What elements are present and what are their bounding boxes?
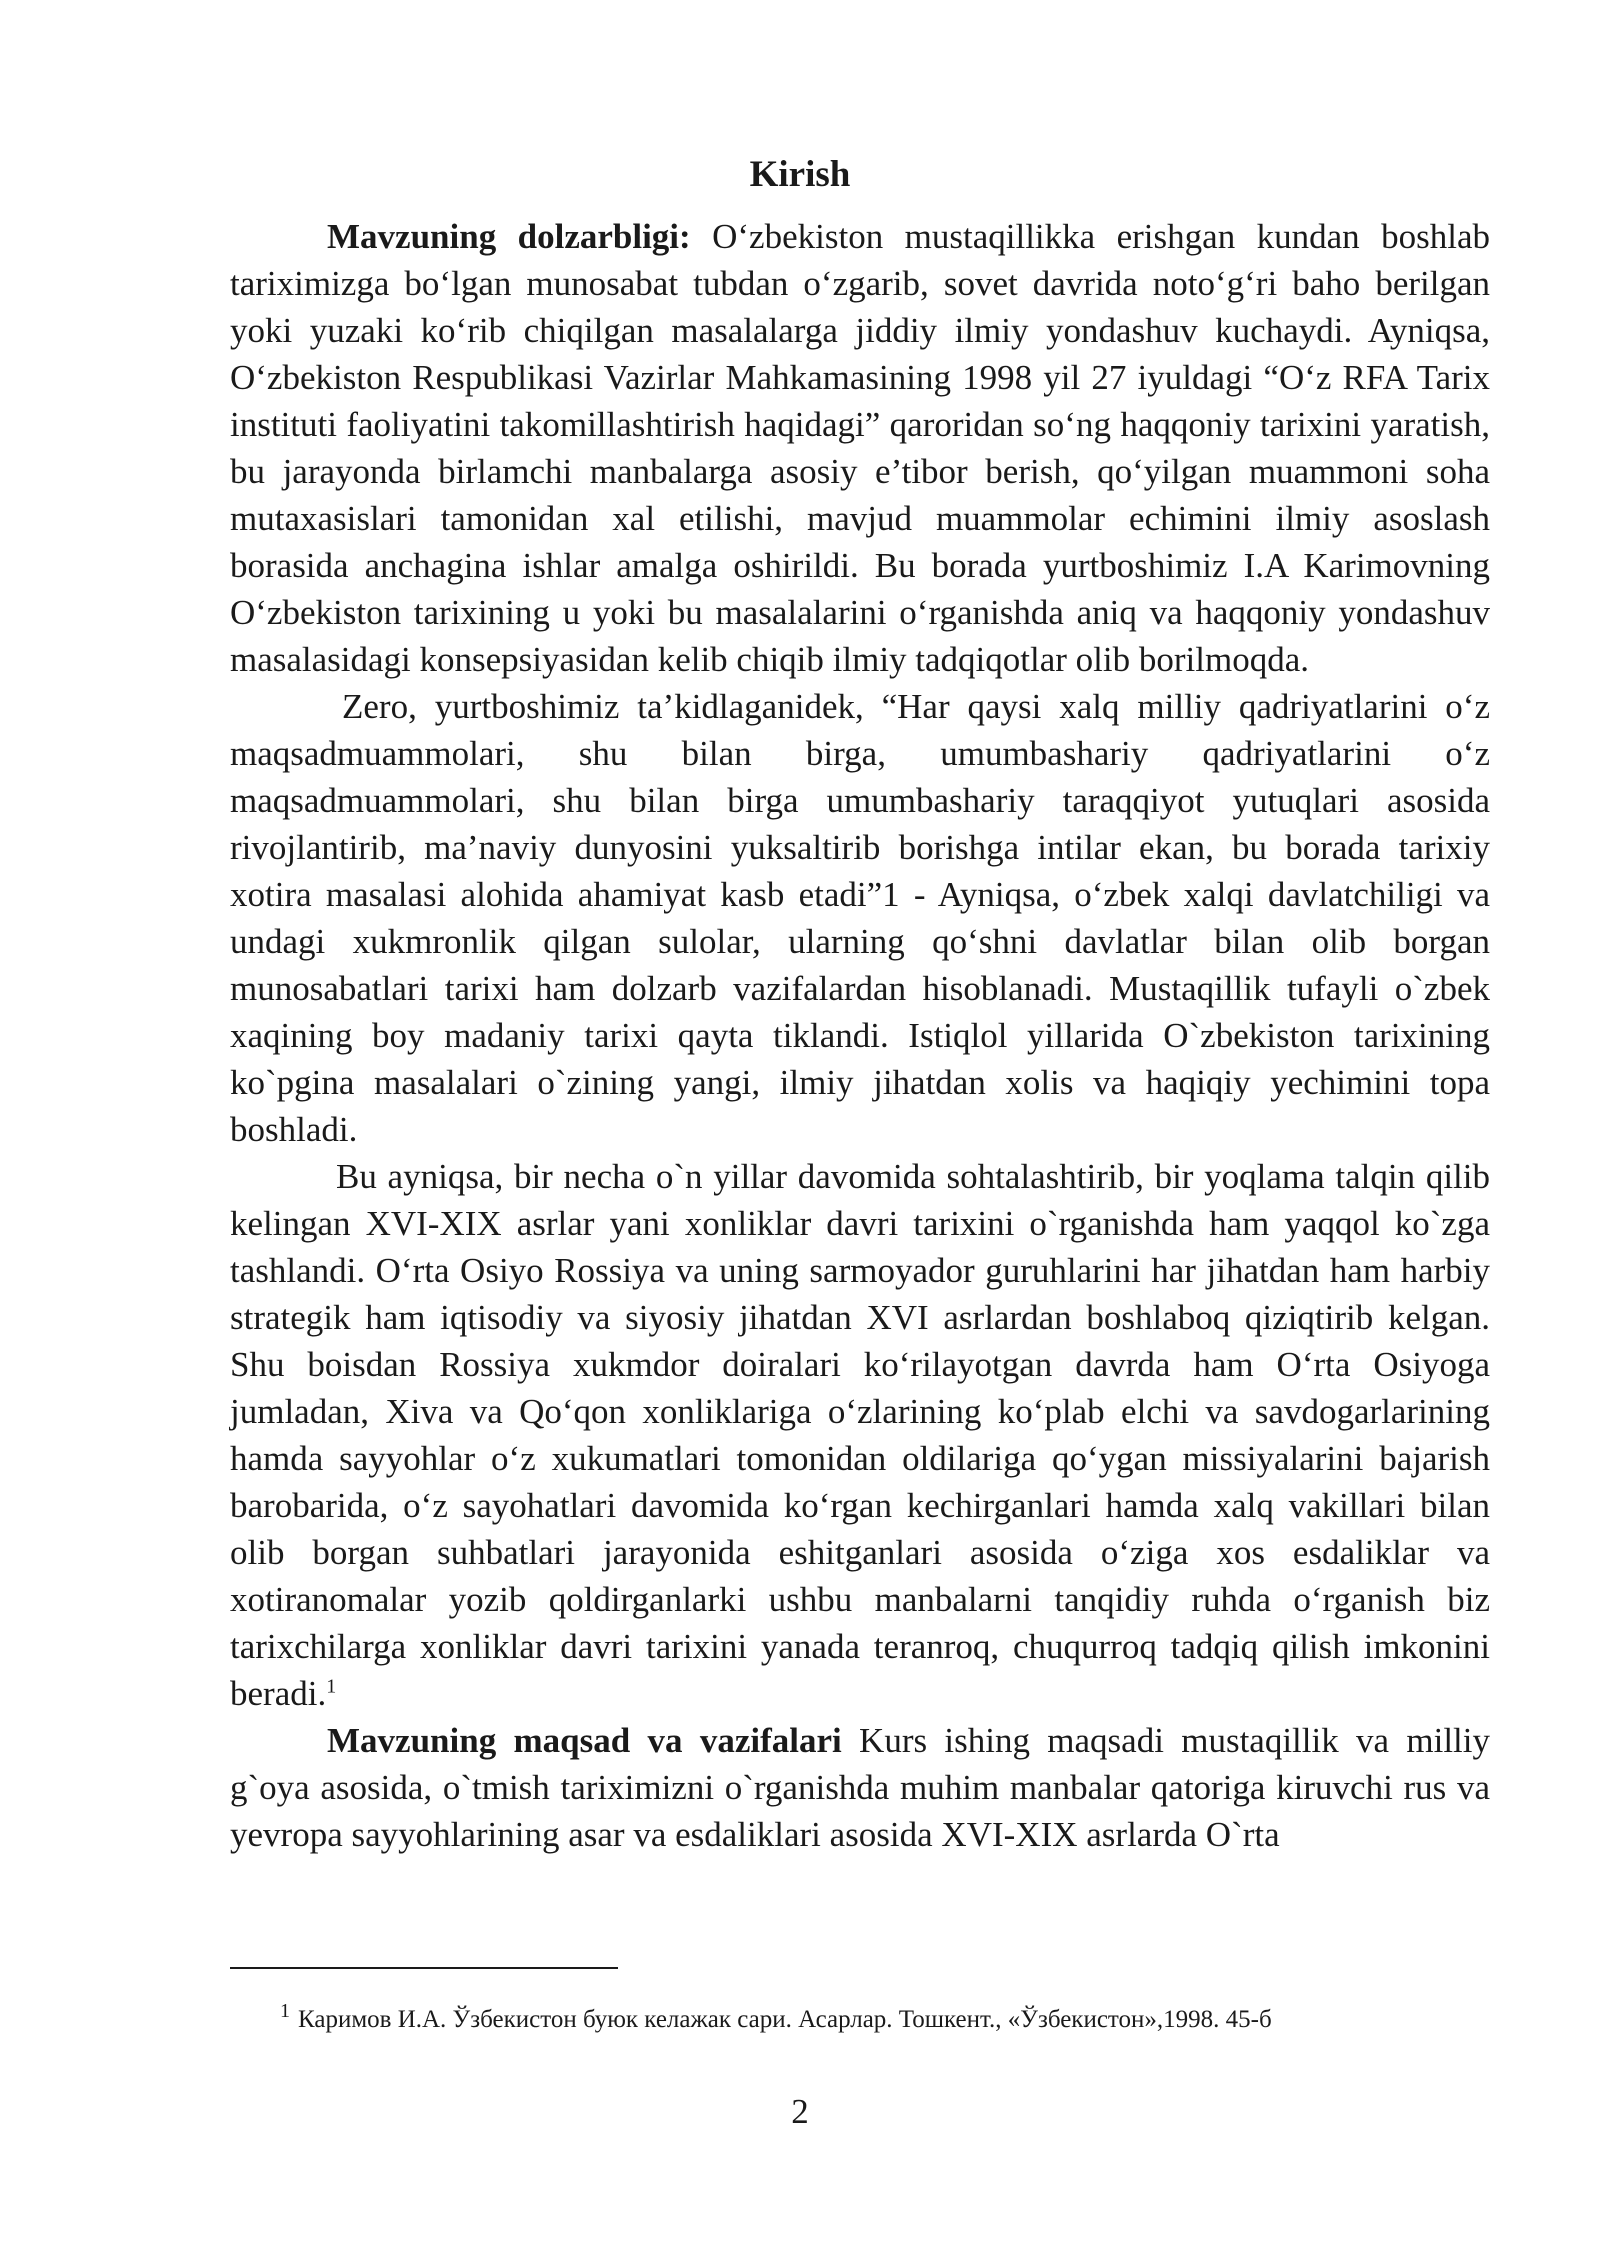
footnote-reference[interactable]: 1 (326, 1675, 337, 1698)
paragraph-history (230, 1153, 1490, 1717)
paragraph-text: Bu ayniqsa, bir necha o`n yillar davomida sohtalashtirib, bir yoqlama talqin qilib kelingan XVI-XIX asrlar yani xonliklar davri tarixini o`rganishda ham yaqqol ko`zga tashlandi. O‘rta Osiyo Rossiya va uning sarmoyador guruhlarini har jihatdan ham harbiy strategik ham iqtisodiy va siyosiy jihatdan XVI asrlardan boshlaboq qiziqtirib kelgan. Shu boisdan Rossiya xukmdor doiralari ko‘rilayotgan davrda ham O‘rta Osiyoga jumladan, Xiva va Qo‘qon xonliklariga o‘zlarining ko‘plab elchi va savdogarlarining hamda sayyohlar o‘z xukumatlari tomonidan oldilariga qo‘ygan missiyalarini bajarish barobarida, o‘z sayohatlari davomida ko‘rgan kechirganlari hamda xalq vakillari bilan olib borgan suhbatlari jarayonida eshitganlari asosida o‘ziga xos esdaliklar va xotiranomalar yozib qoldirganlarki ushbu manbalarni tanqidiy ruhda o‘rganish biz tarixchilarga xonliklar davri tarixini yanada teranroq, chuqurroq tadqiq qilish imkonini beradi. (230, 1157, 1490, 1713)
footnote-text: Каримов И.А. Ўзбекистон буюк келажак сари. Асарлар. Тошкент., «Ўзбекистон»,1998. 45-б (298, 2006, 1272, 2033)
paragraph-quote (230, 683, 1490, 1153)
paragraph-goals (230, 1717, 1490, 1858)
footnote-separator (230, 1967, 618, 1969)
paragraph-text: Zero, yurtboshimiz ta’kidlaganidek, “Har qaysi xalq milliy qadriyatlarini o‘z maqsadmuammolari, shu bilan birga, umumbashariy qadriyatlarini o‘z maqsadmuammolari, shu bilan birga umumbashariy taraqqiyot yutuqlari asosida rivojlantirib, ma’naviy dunyosini yuksaltirib borishga intilar ekan, bu borada tarixiy xotira masalasi alohida ahamiyat kasb etadi”1 - Ayniqsa, o‘zbek xalqi davlatchiligi va undagi xukmronlik qilgan sulolar, ularning qo‘shni davlatlar bilan olib borgan munosabatlari tarixi ham dolzarb vazifalardan hisoblanadi. Mustaqillik tufayli o`zbek xaqining boy madaniy tarixi qayta tiklandi. Istiqlol yillarida O`zbekiston tarixining ko`pgina masalalari o`zining yangi, ilmiy jihatdan xolis va haqiqiy yechimini topa boshladi. (230, 687, 1490, 1149)
paragraph-relevance (230, 213, 1490, 683)
paragraph-lead: Mavzuning dolzarbligi: (327, 217, 691, 256)
paragraph-text: O‘zbekiston mustaqillikka erishgan kundan boshlab tariximizga bo‘lgan munosabat tubdan o‘zgarib, sovet davrida noto‘g‘ri baho berilgan yoki yuzaki ko‘rib chiqilgan masalalarga jiddiy ilmiy yondashuv kuchaydi. Ayniqsa, O‘zbekiston Respublikasi Vazirlar Mahkamasining 1998 yil 27 iyuldagi “O‘z RFA Tarix instituti faoliyatini takomillashtirish haqidagi” qaroridan so‘ng haqqoniy tarixini yaratish, bu jarayonda birlamchi manbalarga asosiy e’tibor berish, qo‘yilgan muammoni soha mutaxasislari tamonidan xal etilishi, mavjud muammolar echimini ilmiy asoslash borasida anchagina ishlar amalga oshirildi. Bu borada yurtboshimiz I.A Karimovning O‘zbekiston tarixining u yoki bu masalalarini o‘rganishda aniq va haqqoniy yondashuv masalasidagi konsepsiyasidan kelib chiqib ilmiy tadqiqotlar olib borilmoqda. (230, 217, 1490, 679)
footnote (280, 1993, 1480, 2038)
page-number: 2 (791, 2092, 809, 2131)
body-text (230, 213, 1490, 1858)
paragraph-text: Kurs ishing maqsadi mustaqillik va milliy g`oya asosida, o`tmish tariximizni o`rganishda muhim manbalar qatoriga kiruvchi rus va yevropa sayyohlarining asar va esdaliklari asosida XVI-XIX asrlarda O`rta (230, 1721, 1491, 1854)
paragraph-lead: Mavzuning maqsad va vazifalari (327, 1721, 842, 1760)
footnote-marker: 1 (280, 2000, 290, 2022)
section-heading: Kirish (749, 154, 851, 195)
